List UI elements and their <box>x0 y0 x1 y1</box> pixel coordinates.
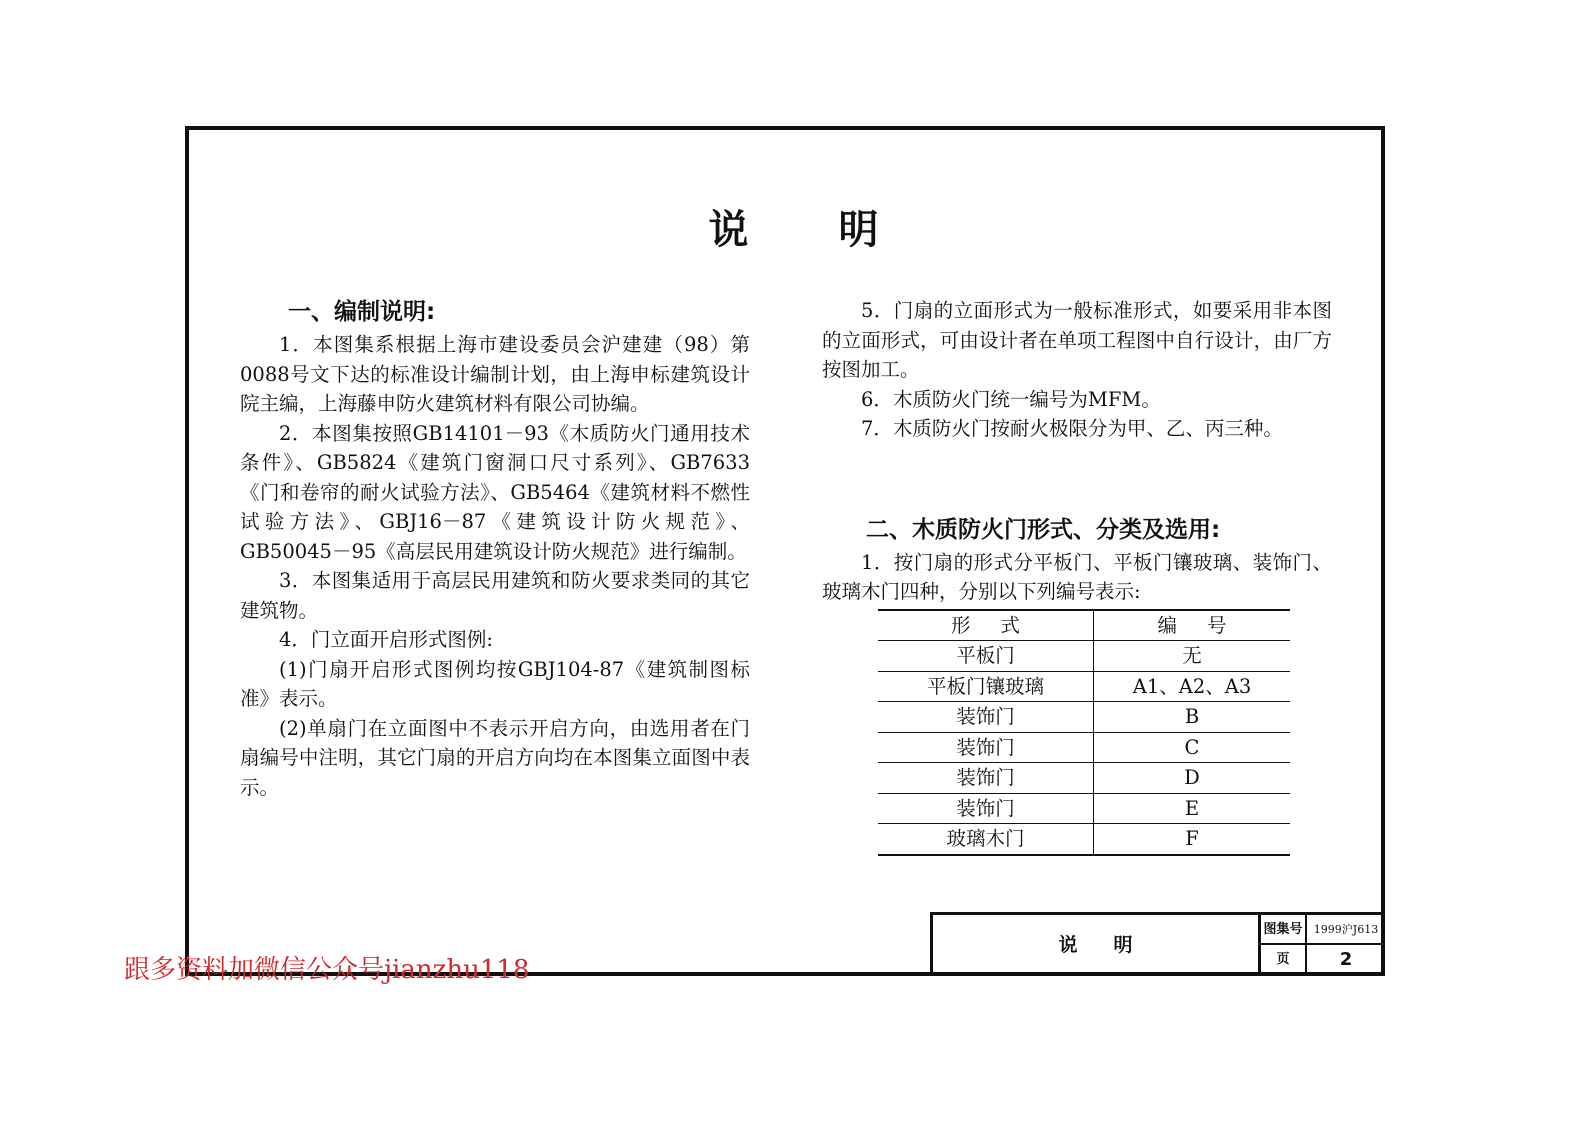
table-header-form: 形式 <box>878 610 1094 641</box>
table-cell-code: A1、A2、A3 <box>1094 671 1291 702</box>
note-2: 2．本图集按照GB14101－93《木质防火门通用技术条件》、GB5824《建筑门窗洞口尺寸系列》、GB7633《门和卷帘的耐火试验方法》、GB5464《建筑材料不燃性试验方法》、GBJ16－87《建筑设计防火规范》、GB50045－95《高层民用建筑设计防火规范》进行编制。 <box>240 421 750 563</box>
table-row <box>878 763 1290 794</box>
footer-note: 跟多资料加微信公众号jianzhu118 <box>124 955 530 985</box>
atlas-number-label: 图集号 <box>1261 915 1307 945</box>
left-column <box>240 296 750 802</box>
page-label: 页 <box>1261 945 1307 976</box>
table-cell-code: C <box>1094 732 1291 763</box>
table-row <box>878 824 1290 855</box>
table-cell-form: 装饰门 <box>878 763 1094 794</box>
note-5: 5．门扇的立面形式为一般标准形式，如要采用非本图的立面形式，可由设计者在单项工程图中自行设计，由厂方按图加工。 <box>822 299 1332 381</box>
door-form-table <box>878 609 1290 856</box>
table-row <box>878 641 1290 672</box>
table-cell-form: 装饰门 <box>878 793 1094 824</box>
table-row <box>878 732 1290 763</box>
atlas-number-value: 1999沪J613 <box>1307 915 1385 945</box>
table-row <box>878 702 1290 733</box>
title-block-drawing-name: 说明 <box>933 915 1261 976</box>
note-3: 3．本图集适用于高层民用建筑和防火要求类同的其它建筑物。 <box>240 569 750 622</box>
table-header-row <box>878 610 1290 641</box>
table-cell-code: D <box>1094 763 1291 794</box>
table-cell-code: B <box>1094 702 1291 733</box>
title-block-grid <box>1261 915 1385 976</box>
note-7: 7．木质防火门按耐火极限分为甲、乙、丙三种。 <box>861 417 1283 440</box>
note-4-1: (1)门扇开启形式图例均按GBJ104-87《建筑制图标准》表示。 <box>240 657 750 710</box>
note-1: 1．本图集系根据上海市建设委员会沪建建（98）第0088号文下达的标准设计编制计划，由上海申标建筑设计院主编，上海藤申防火建筑材料有限公司协编。 <box>240 333 750 415</box>
right-column <box>822 296 1332 856</box>
table-row <box>878 671 1290 702</box>
table-header-code: 编号 <box>1094 610 1291 641</box>
section1-heading: 一、编制说明: <box>288 299 436 325</box>
table-cell-form: 装饰门 <box>878 732 1094 763</box>
page-number: 2 <box>1339 949 1353 970</box>
table-cell-form: 玻璃木门 <box>878 824 1094 855</box>
section2-heading: 二、木质防火门形式、分类及选用: <box>866 516 1221 543</box>
table-cell-form: 平板门 <box>878 641 1094 672</box>
page-title: 说明 <box>708 207 969 253</box>
title-block <box>930 912 1385 976</box>
section2-intro: 1．按门扇的形式分平板门、平板门镶玻璃、装饰门、玻璃木门四种，分别以下列编号表示: <box>822 550 1332 603</box>
note-4-2: (2)单扇门在立面图中不表示开启方向，由选用者在门扇编号中注明，其它门扇的开启方向均在本图集立面图中表示。 <box>240 716 750 799</box>
note-4: 4．门立面开启形式图例: <box>279 628 493 651</box>
table-cell-form: 装饰门 <box>878 702 1094 733</box>
table-cell-code: E <box>1094 793 1291 824</box>
table-cell-form: 平板门镶玻璃 <box>878 671 1094 702</box>
table-cell-code: F <box>1094 824 1291 855</box>
table-row <box>878 793 1290 824</box>
table-cell-code: 无 <box>1094 641 1291 672</box>
note-6: 6．木质防火门统一编号为MFM。 <box>861 387 1161 411</box>
